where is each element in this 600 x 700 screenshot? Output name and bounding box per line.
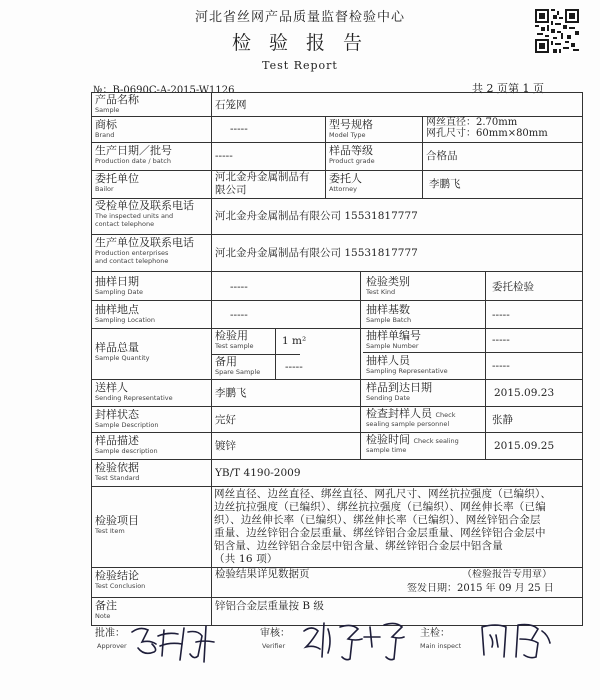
test-item-line: （共 16 项） (214, 553, 278, 565)
label-sample-batch: 抽样基数 Sample Batch (366, 304, 412, 324)
value-sampling-date: ----- (230, 281, 248, 293)
label-test-kind: 检验类别 Test Kind (366, 276, 410, 296)
value-producer: 河北金舟金属制品有限公司 15531817777 (215, 247, 418, 259)
value-seal-state: 完好 (215, 414, 236, 426)
label-producer: 生产单位及联系电话 Production enterprises and contact telephone (95, 237, 194, 265)
label-production: 生产日期／批号 Production date / batch (95, 145, 172, 165)
value-test-sample: 1 m² (282, 335, 307, 347)
value-check-time: 2015.09.25 (494, 440, 555, 452)
value-sample-batch: ----- (492, 309, 510, 321)
approver-label: 批准： (95, 628, 125, 639)
main-inspect-label-en: Main inspect (420, 642, 462, 650)
label-spare-sample: 备用 Spare Sample (215, 356, 261, 376)
label-bailor: 委托单位 Bailor (95, 173, 139, 193)
value-production: ----- (215, 150, 233, 162)
label-sampling-date: 抽样日期 Sampling Date (95, 276, 144, 296)
label-note: 备注 Note (95, 600, 117, 620)
verifier-label-en: Verifier (262, 642, 286, 650)
label-seal-state: 封样状态 Sample Description (95, 409, 159, 429)
value-sample: 石笼网 (215, 99, 247, 111)
label-conclusion: 检验结论 Test Conclusion (95, 570, 146, 590)
verifier-signature (298, 617, 408, 663)
test-item-line: 网丝直径、边丝直径、绑丝直径、网孔尺寸、网丝抗拉强度（已编织）、 (214, 488, 552, 500)
label-attorney: 委托人 Attorney (329, 173, 362, 193)
label-test-item: 检验项目 Test Item (95, 515, 139, 535)
stamp-text: （检验报告专用章） (462, 569, 552, 580)
report-number: №：B-0690C-A-2015-W1126 (93, 85, 235, 96)
report-title-cn: 检 验 报 告 (231, 32, 369, 54)
label-grade: 样品等级 Product grade (329, 145, 375, 165)
label-sample-number: 抽样单编号 Sample Number (366, 330, 421, 350)
label-sample: 产品名称 Sample (95, 94, 139, 114)
value-sending-date: 2015.09.23 (494, 387, 555, 399)
report-title-en: Test Report (262, 59, 338, 72)
issue-date: 签发日期：2015 年 09 月 25 日 (407, 583, 554, 594)
value-sampling-rep: ----- (492, 360, 510, 372)
label-test-sample: 检验用 Test sample (215, 330, 254, 350)
value-spare-sample: ----- (285, 361, 303, 373)
label-check-time: 检验时间 Check sealing sample time (366, 434, 459, 454)
approver-signature (128, 620, 218, 664)
label-sampling-location: 抽样地点 Sampling Location (95, 304, 155, 324)
org-name: 河北省丝网产品质量监督检验中心 (194, 10, 405, 25)
value-inspected: 河北金舟金属制品有限公司 15531817777 (215, 210, 418, 222)
page-count: 共 2 页第 1 页 (472, 82, 544, 95)
value-test-kind: 委托检验 (492, 281, 534, 293)
label-sampling-rep: 抽样人员 Sampling Representative (366, 355, 448, 375)
label-sample-quantity: 样品总量 Sample Quantity (95, 342, 150, 362)
value-sample-number: ----- (492, 334, 510, 346)
approver-label-en: Approver (97, 642, 127, 650)
test-item-line: 铝含量、边丝锌铝合金层中铝含量、绑丝锌铝合金层中铝含量 (214, 540, 503, 552)
label-model: 型号规格 Model Type (329, 119, 373, 139)
value-seal-person: 张静 (492, 414, 513, 426)
label-inspected: 受检单位及联系电话 The inspected units and contact telephone (95, 200, 194, 228)
value-model: 网丝直径：2.70mm 网孔尺寸：60mm×80mm (426, 117, 548, 139)
label-sending-date: 样品到达日期 Sending Date (366, 382, 432, 402)
value-brand: ----- (230, 123, 248, 135)
value-bailor: 河北金舟金属制品有 限公司 (215, 171, 310, 196)
test-item-line: 重量、边丝锌铝合金层重量、绑丝锌铝合金层重量、网丝锌铝合金层中 (214, 527, 546, 539)
value-sampling-location: ----- (230, 309, 248, 321)
value-sample-desc: 镀锌 (215, 440, 236, 452)
main-inspect-signature (476, 617, 556, 661)
label-seal-person: 检查封样人员 Check sealing sample personnel (366, 408, 456, 428)
test-item-line: 织）、边丝伸长率（已编织）、绑丝伸长率（已编织）、网丝锌铝合金层 (214, 514, 541, 526)
value-standard: YB/T 4190-2009 (215, 467, 301, 479)
label-brand: 商标 Brand (95, 119, 117, 139)
value-note: 锌铝合金层重量按 B 级 (215, 600, 324, 612)
test-item-line: 边丝抗拉强度（已编织）、绑丝抗拉强度（已编织）、网丝伸长率（已编 (214, 501, 546, 513)
label-standard: 检验依据 Test Standard (95, 462, 140, 482)
value-sending-rep: 李鹏飞 (215, 387, 247, 399)
label-sending-rep: 送样人 Sending Representative (95, 382, 173, 402)
value-test-items (214, 488, 580, 567)
value-grade: 合格品 (426, 150, 458, 162)
main-inspect-label: 主检： (420, 628, 450, 639)
verifier-label: 审核： (260, 628, 290, 639)
value-conclusion: 检验结果详见数据页 (215, 568, 310, 580)
value-attorney: 李鹏飞 (429, 178, 461, 190)
label-sample-desc: 样品描述 Sample description (95, 435, 158, 455)
